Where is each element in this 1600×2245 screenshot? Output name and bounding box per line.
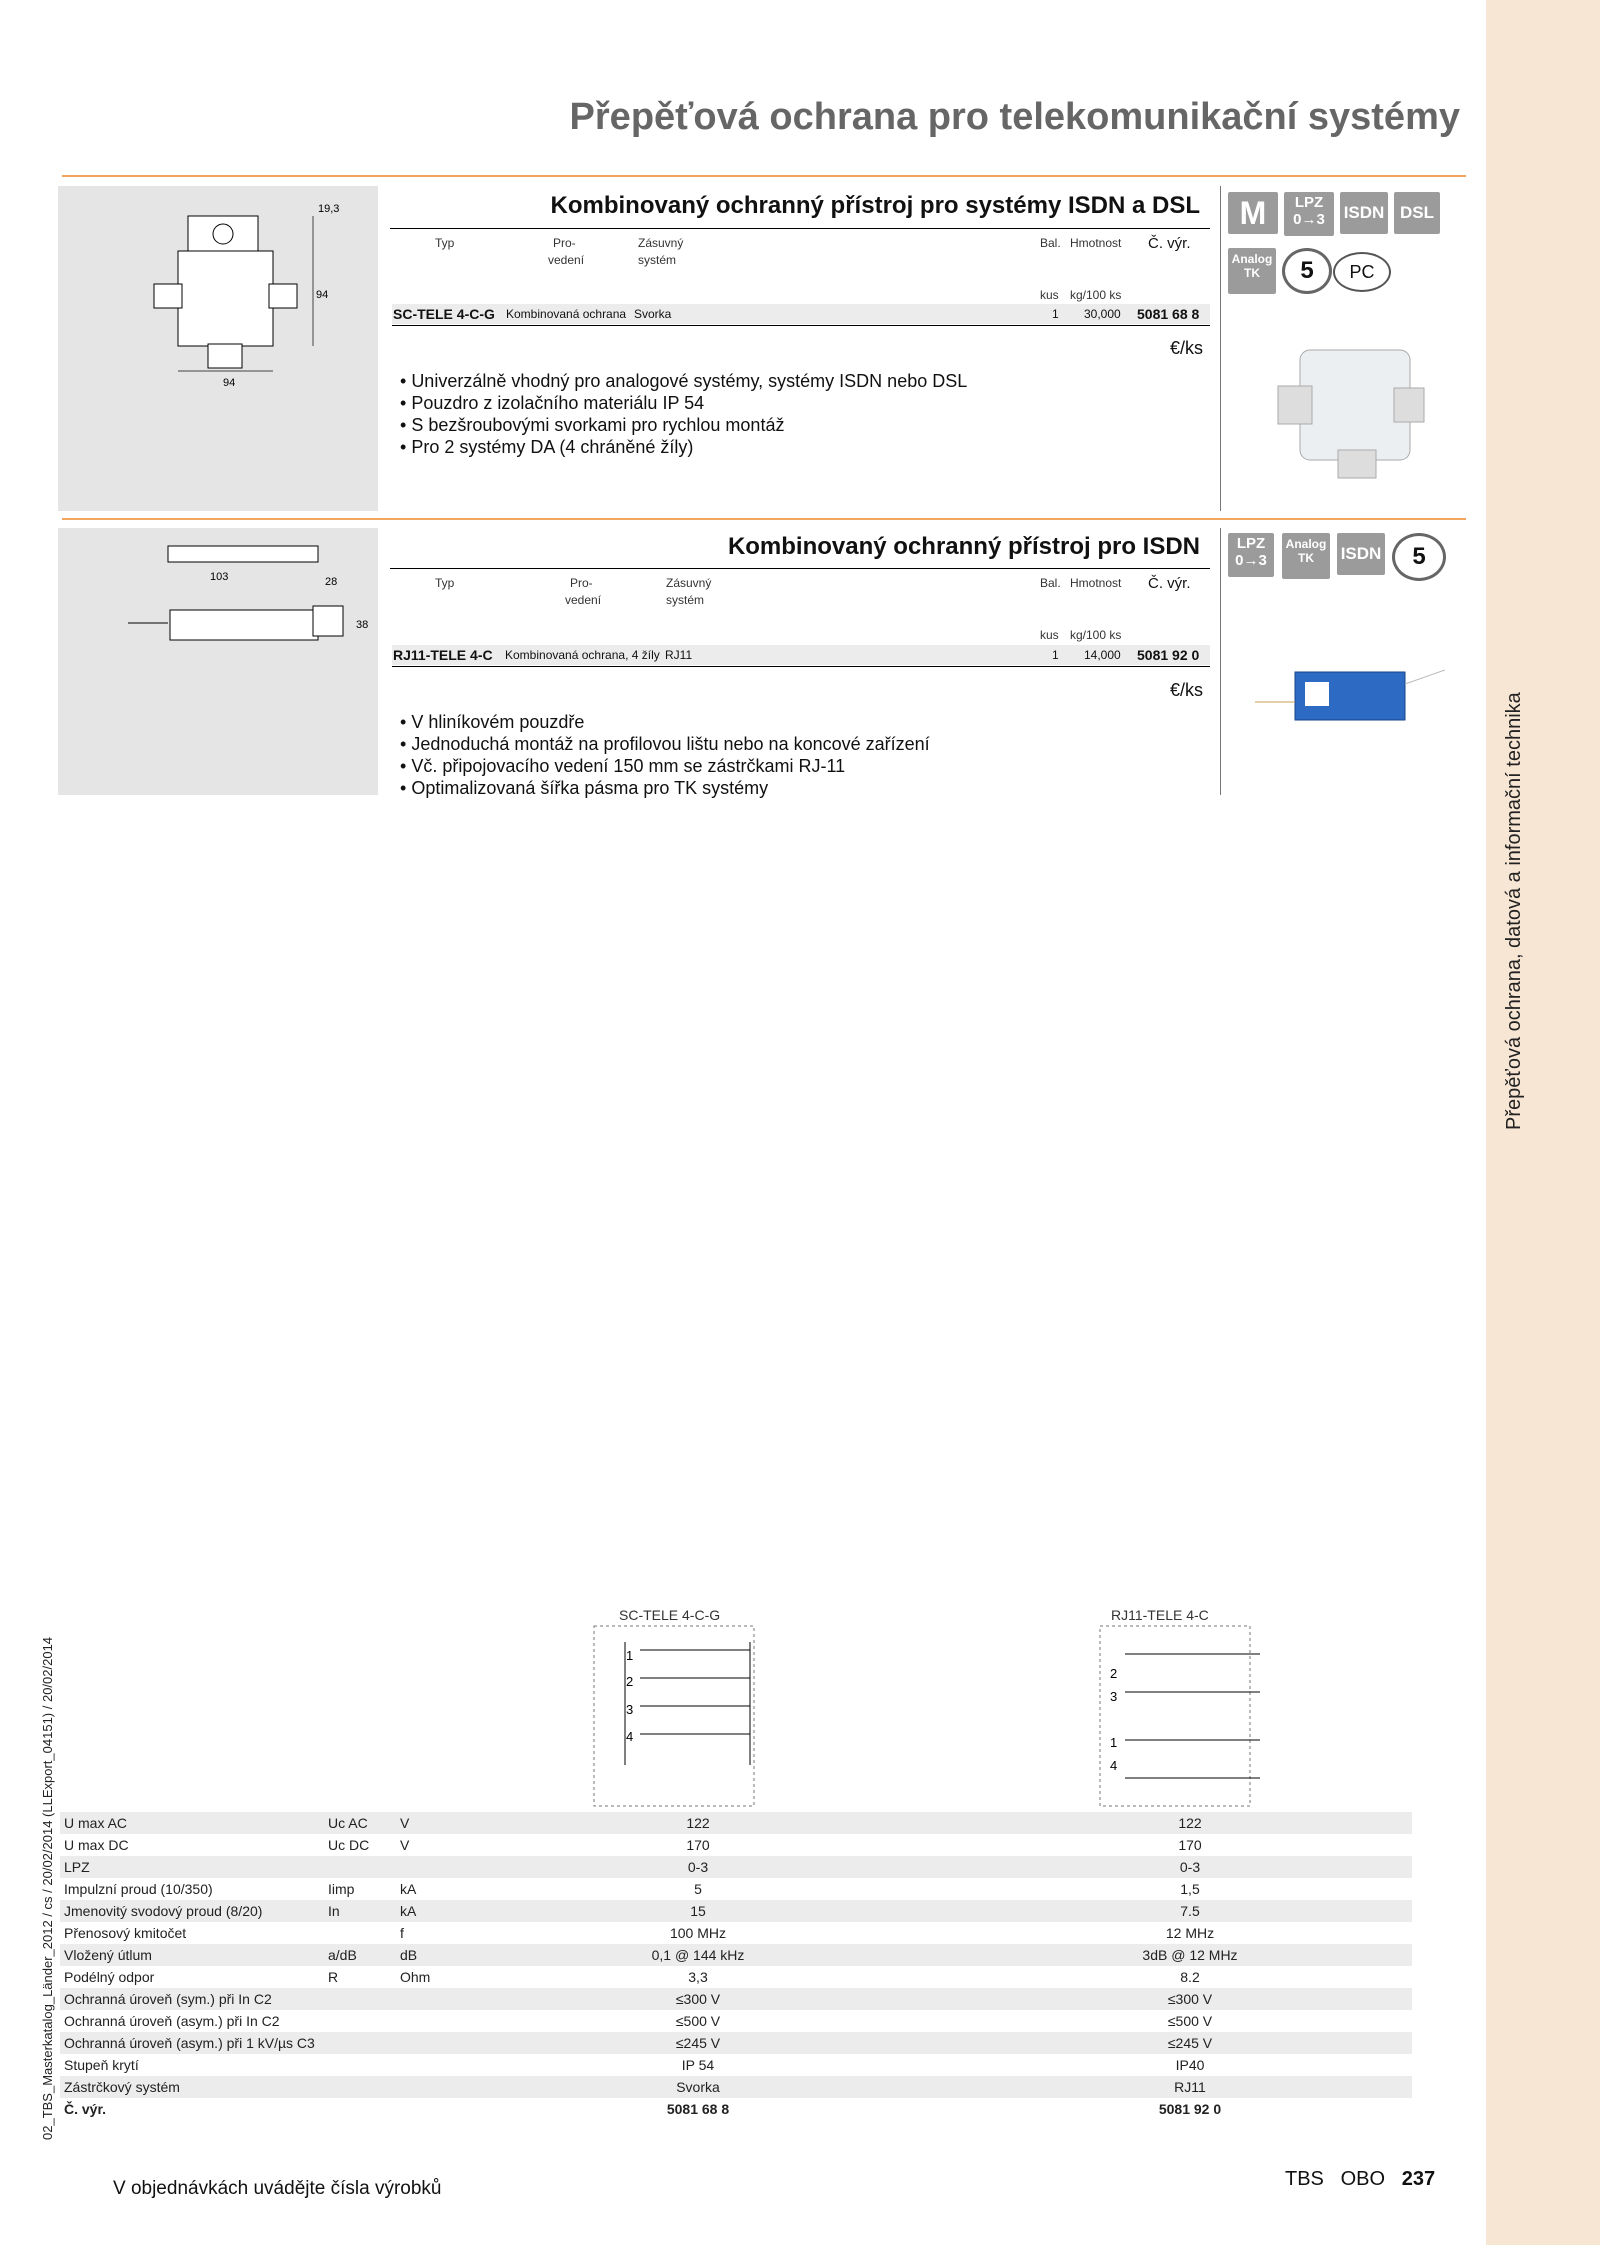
dim-label: 19,3 [318,203,340,215]
pack-unit: kus [1040,628,1059,642]
sc-tele-circuit-diagram [580,1620,770,1815]
section-rule [62,518,1466,520]
spec-value-1: 5 [694,1881,702,1897]
row-weight: 14,000 [1084,648,1121,662]
spec-value-2: 122 [1178,1815,1202,1831]
spec-unit: kA [400,1881,417,1897]
row-pack: 1 [1052,307,1059,321]
spec-name: U max DC [64,1837,129,1853]
dim-label: 38 [356,619,369,631]
print-code: 02_TBS_Masterkatalog_Länder_2012 / cs / 20/02/2014 (LLExport_04151) / 20/02/2014 [40,1636,55,2140]
badge-isdn: ISDN [1340,192,1388,234]
terminal-number: 4 [1110,1758,1118,1773]
spec-symbol: Uc DC [328,1837,370,1853]
terminal-number: 1 [626,1648,634,1663]
dim-label: 28 [325,576,338,588]
product1-photo [1260,330,1430,500]
column-order: Č. výr. [1148,575,1191,592]
spec-name: Ochranná úroveň (sym.) při In C2 [64,1991,272,2007]
column-design-2: vedení [565,593,602,607]
spec-symbol: In [328,1903,340,1919]
weight-unit: kg/100 ks [1070,628,1122,642]
spec-unit: V [400,1837,410,1853]
spec-row [60,2032,1412,2054]
product1-dimension-drawing [58,186,378,511]
dim-label: 103 [210,571,229,583]
terminal-number: 2 [1110,1666,1118,1681]
spec-name: Impulzní proud (10/350) [64,1881,213,1897]
spec-value-1: 0-3 [687,1859,709,1875]
spec-value-1: 15 [690,1903,706,1919]
column-design: Pro- [570,576,593,590]
spec-name: Ochranná úroveň (asym.) při In C2 [64,2013,280,2029]
spec-row [60,1834,1412,1856]
spec-row [60,1988,1412,2010]
certification-icon: PC [1333,252,1391,292]
spec-value-2: ≤300 V [1167,1991,1213,2007]
badge-m: M [1228,192,1278,234]
spec-name: Stupeň krytí [64,2057,139,2073]
column-system: Zásuvný [638,236,684,250]
column-order: Č. výr. [1148,235,1191,252]
price-unit: €/ks [1170,680,1204,700]
terminal-number: 1 [1110,1735,1118,1750]
badge-analog: Analog TK [1282,533,1330,579]
column-pack: Bal. [1040,576,1061,590]
spec-unit: V [400,1815,410,1831]
side-vertical-text: Přepěťová ochrana, datová a informační technika [1503,692,1525,1130]
spec-value-2: 5081 92 0 [1158,2101,1222,2117]
spec-name: Vložený útlum [64,1947,152,1963]
terminal-number: 4 [626,1729,634,1744]
spec-value-2: 170 [1178,1837,1202,1853]
spec-name: U max AC [64,1815,128,1831]
warranty-icon: 5 [1392,533,1446,581]
spec-name: Č. výr. [64,2101,107,2117]
price-unit: €/ks [1170,338,1204,358]
column-type: Typ [435,236,455,250]
product2-title: Kombinovaný ochranný přístroj pro ISDN [727,533,1200,560]
spec-symbol: a/dB [328,1947,357,1963]
spec-row [60,1856,1412,1878]
spec-row [60,1922,1412,1944]
spec-value-2: 0-3 [1179,1859,1201,1875]
terminal-number: 3 [626,1702,634,1717]
weight-unit: kg/100 ks [1070,288,1122,302]
spec-name: Ochranná úroveň (asym.) při 1 kV/µs C3 [64,2035,315,2051]
spec-row [60,1900,1412,1922]
spec-row [60,2076,1412,2098]
spec-name: Zástrčkový systém [64,2079,180,2095]
spec-value-2: 7.5 [1180,1903,1200,1919]
column-weight: Hmotnost [1070,236,1122,250]
row-design: Kombinovaná ochrana [506,307,627,321]
row-design: Kombinovaná ochrana, 4 žíly [505,648,660,662]
spec-symbol: R [328,1969,339,1985]
spec-unit: kA [400,1903,417,1919]
row-system: RJ11 [665,648,693,662]
terminal-number: 2 [626,1674,634,1689]
column-system: Zásuvný [666,576,712,590]
row-pack: 1 [1052,648,1059,662]
diagram-left-label: SC-TELE 4-C-G [619,1607,721,1623]
feature-list: • V hliníkovém pouzdře • Jednoduchá montáž na profilovou lištu nebo na koncové zařízení • Vč. připojovacího vedení 150 mm se zástrčkami RJ-11 • Optimalizovaná šířka pásma pro TK systémy [400,712,930,798]
row-order: 5081 92 0 [1137,647,1200,663]
rj11-circuit-diagram [1070,1620,1270,1815]
column-pack: Bal. [1040,236,1061,250]
spec-value-1: 100 MHz [669,1925,727,1941]
spec-symbol: Uc AC [328,1815,368,1831]
spec-value-2: 8.2 [1180,1969,1200,1985]
column-type: Typ [435,576,455,590]
column-design-2: vedení [548,253,585,267]
badge-lpz: LPZ 0→3 [1228,533,1274,577]
spec-name: LPZ [64,1859,90,1875]
spec-value-2: 3dB @ 12 MHz [1142,1947,1238,1963]
spec-value-2: 12 MHz [1165,1925,1215,1941]
spec-value-1: ≤300 V [675,1991,721,2007]
dim-label: 94 [316,289,329,301]
spec-name: Podélný odpor [64,1969,155,1985]
dim-label: 94 [223,377,236,389]
spec-row [60,2010,1412,2032]
spec-value-1: 170 [686,1837,710,1853]
spec-value-1: IP 54 [681,2057,715,2073]
warranty-icon: 5 [1282,248,1332,294]
column-weight: Hmotnost [1070,576,1122,590]
spec-name: Přenosový kmitočet [64,1925,187,1941]
spec-value-2: ≤245 V [1167,2035,1213,2051]
badge-lpz: LPZ 0→3 [1284,192,1334,236]
spec-row [60,2098,1412,2120]
spec-symbol: Iimp [328,1881,355,1897]
spec-value-2: ≤500 V [1167,2013,1213,2029]
header-rule [62,175,1466,177]
spec-value-1: 3,3 [688,1969,708,1985]
diagram-right-label: RJ11-TELE 4-C [1111,1607,1209,1623]
column-system-2: systém [638,253,677,267]
row-system: Svorka [634,307,672,321]
badge-analog: Analog TK [1228,248,1276,294]
spec-unit: Ohm [400,1969,431,1985]
spec-value-1: ≤245 V [675,2035,721,2051]
row-type: RJ11-TELE 4-C [393,647,493,663]
row-order: 5081 68 8 [1137,306,1200,322]
spec-row [60,1812,1412,1834]
pack-unit: kus [1040,288,1059,302]
feature-list: • Univerzálně vhodný pro analogové systémy, systémy ISDN nebo DSL • Pouzdro z izolačního materiálu IP 54 • S bezšroubovými svorkami pro rychlou montáž • Pro 2 systémy DA (4 chráněné žíly) [400,371,968,457]
spec-unit: dB [400,1947,418,1963]
page-title: Přepěťová ochrana pro telekomunikační systémy [569,96,1460,138]
column-system-2: systém [666,593,705,607]
spec-value-2: RJ11 [1174,2079,1206,2095]
column-design: Pro- [553,236,576,250]
product2-photo [1255,660,1445,740]
spec-value-1: 5081 68 8 [666,2101,730,2117]
spec-value-2: IP40 [1175,2057,1205,2073]
product2-dimension-drawing [58,528,378,795]
spec-value-1: 0,1 @ 144 kHz [651,1947,745,1963]
footer-note: V objednávkách uvádějte čísla výrobků [113,2178,442,2199]
product1-title: Kombinovaný ochranný přístroj pro systémy ISDN a DSL [550,192,1200,219]
spec-row [60,1878,1412,1900]
row-weight: 30,000 [1084,307,1121,321]
spec-row [60,2054,1412,2076]
spec-value-1: 122 [686,1815,710,1831]
footer-brand: TBS OBO 237 [1285,2168,1436,2190]
spec-value-1: Svorka [676,2079,720,2095]
spec-name: Jmenovitý svodový proud (8/20) [64,1903,263,1919]
terminal-number: 3 [1110,1689,1118,1704]
spec-value-1: ≤500 V [675,2013,721,2029]
spec-row [60,1944,1412,1966]
badge-dsl: DSL [1394,192,1440,234]
spec-row [60,1966,1412,1988]
spec-value-2: 1,5 [1180,1881,1200,1897]
row-type: SC-TELE 4-C-G [393,306,495,322]
badge-isdn: ISDN [1337,533,1385,575]
spec-unit: f [400,1925,404,1941]
